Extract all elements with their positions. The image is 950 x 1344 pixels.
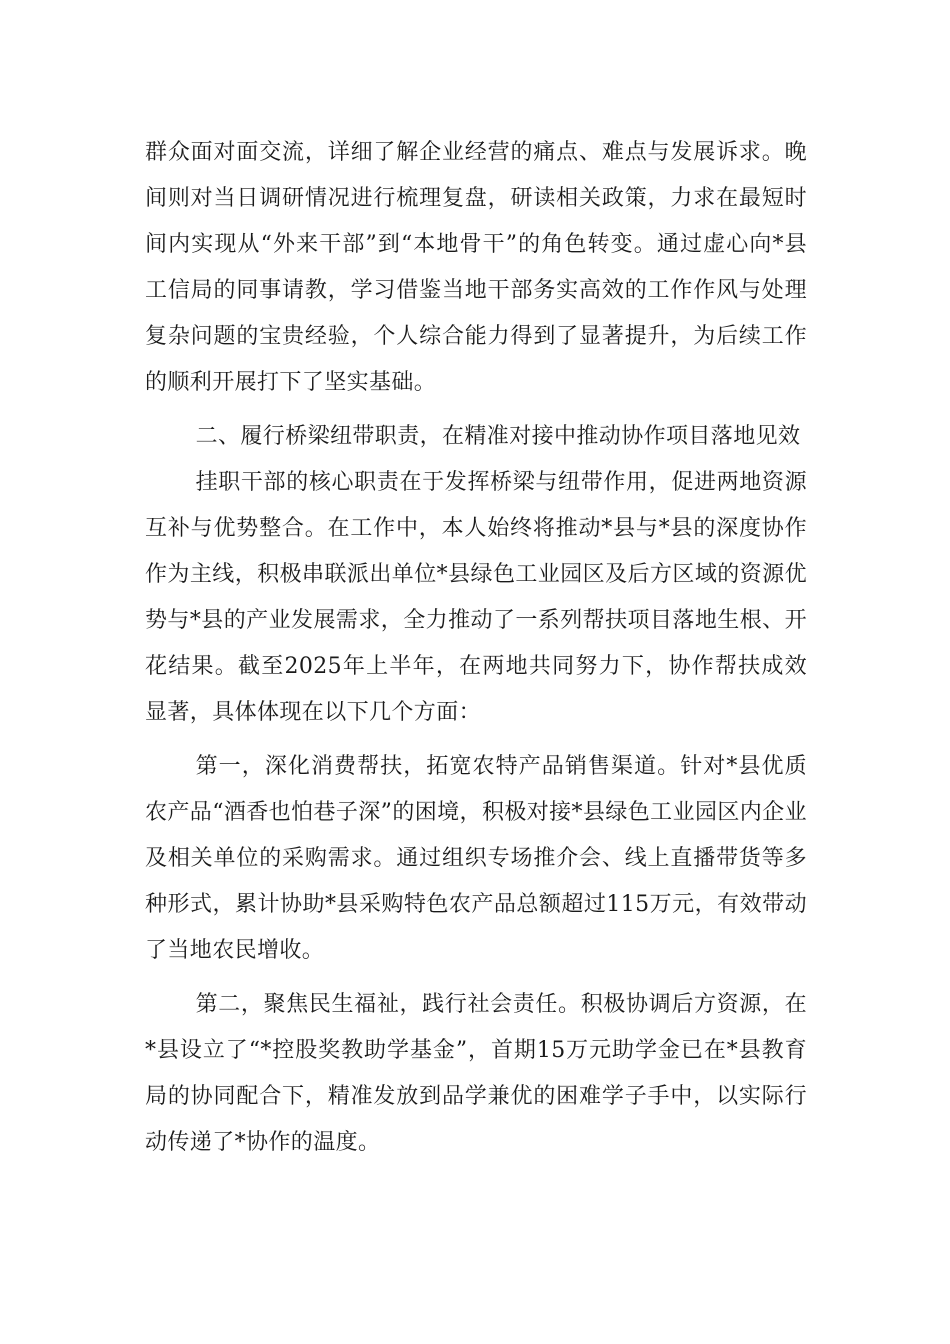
paragraph-continuation: 群众面对面交流，详细了解企业经营的痛点、难点与发展诉求。晚间则对当日调研情况进行梳理复盘，研读相关政策，力求在最短时间内实现从“外来干部”到“本地骨干”的角色转变。通过虚心向*县工信局的同事请教，学习借鉴当地干部务实高效的工作作风与处理复杂问题的宝贵经验，个人综合能力得到了显著提升，为后续工作的顺利开展打下了坚实基础。 (145, 140, 807, 395)
paragraph-role-overview: 挂职干部的核心职责在于发挥桥梁与纽带作用，促进两地资源互补与优势整合。在工作中，本人始终将推动*县与*县的深度协作作为主线，积极串联派出单位*县绿色工业园区及后方区域的资源优势与*县的产业发展需求，全力推动了一系列帮扶项目落地生根、开花结果。截至2025年上半年，在两地共同努力下，协作帮扶成效显著，具体体现在以下几个方面： (145, 470, 807, 725)
paragraph-education-fund: 第二，聚焦民生福祉，践行社会责任。积极协调后方资源，在*县设立了“*控股奖教助学基金”，首期15万元助学金已在*县教育局的协同配合下，精准发放到品学兼优的困难学子手中，以实际行动传递了*协作的温度。 (145, 992, 807, 1155)
body-text (145, 130, 807, 1166)
section-heading: 二、履行桥梁纽带职责，在精准对接中推动协作项目落地见效 (195, 424, 801, 449)
paragraph-consumption-support: 第一，深化消费帮扶，拓宽农特产品销售渠道。针对*县优质农产品“酒香也怕巷子深”的困境，积极对接*县绿色工业园区内企业及相关单位的采购需求。通过组织专场推介会、线上直播带货等多种形式，累计协助*县采购特色农产品总额超过115万元，有效带动了当地农民增收。 (145, 754, 807, 963)
